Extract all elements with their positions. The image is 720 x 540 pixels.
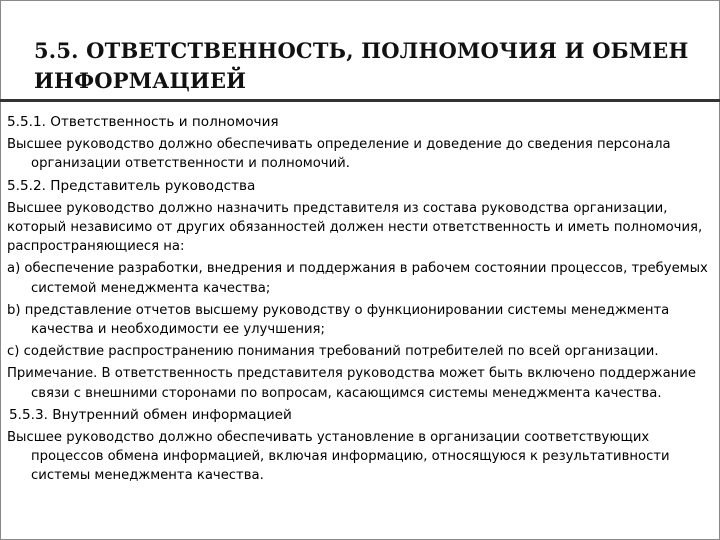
section-5-5-1-heading: 5.5.1. Ответственность и полномочия [7,114,279,130]
slide-body [7,113,713,489]
section-5-5-2-item-b: b) представление отчетов высшему руководству о функционировании системы менеджмента качества и необходимости ее улучшения; [7,302,670,338]
section-5-5-1-text: Высшее руководство должно обеспечивать определение и доведение до сведения персонала организации ответственности и полномочий. [7,137,671,172]
section-5-5-2-item-a: а) обеспечение разработки, внедрения и поддержания в рабочем состоянии процессов, требуемых системой менеджмента качества; [7,261,708,296]
section-5-5-2-heading: 5.5.2. Представитель руководства [7,177,256,194]
section-5-5-3-heading: 5.5.3. Внутренний обмен информацией [9,406,292,423]
title-divider [0,99,720,102]
section-5-5-2-note: Примечание. В ответственность представителя руководства может быть включено поддержание связи с внешними сторонами по вопросам, касающимся системы менеджмента качества. [7,366,696,401]
section-5-5-3-text: Высшее руководство должно обеспечивать установление в организации соответствующих процессов обмена информацией, включая информацию, относящуюся к результативности системы менеджмента качества. [7,430,670,484]
section-5-5-2-item-c: с) содействие распространению понимания требований потребителей по всей организации. [7,344,659,360]
slide-title: 5.5. ОТВЕТСТВЕННОСТЬ, ПОЛНОМОЧИЯ И ОБМЕН ИНФОРМАЦИЕЙ [34,38,689,93]
section-5-5-2-text: Высшее руководство должно назначить представителя из состава руководства организации, который независимо от других обязанностей должен нести ответственность и иметь полномочия, распространяющиеся на: [7,200,703,255]
